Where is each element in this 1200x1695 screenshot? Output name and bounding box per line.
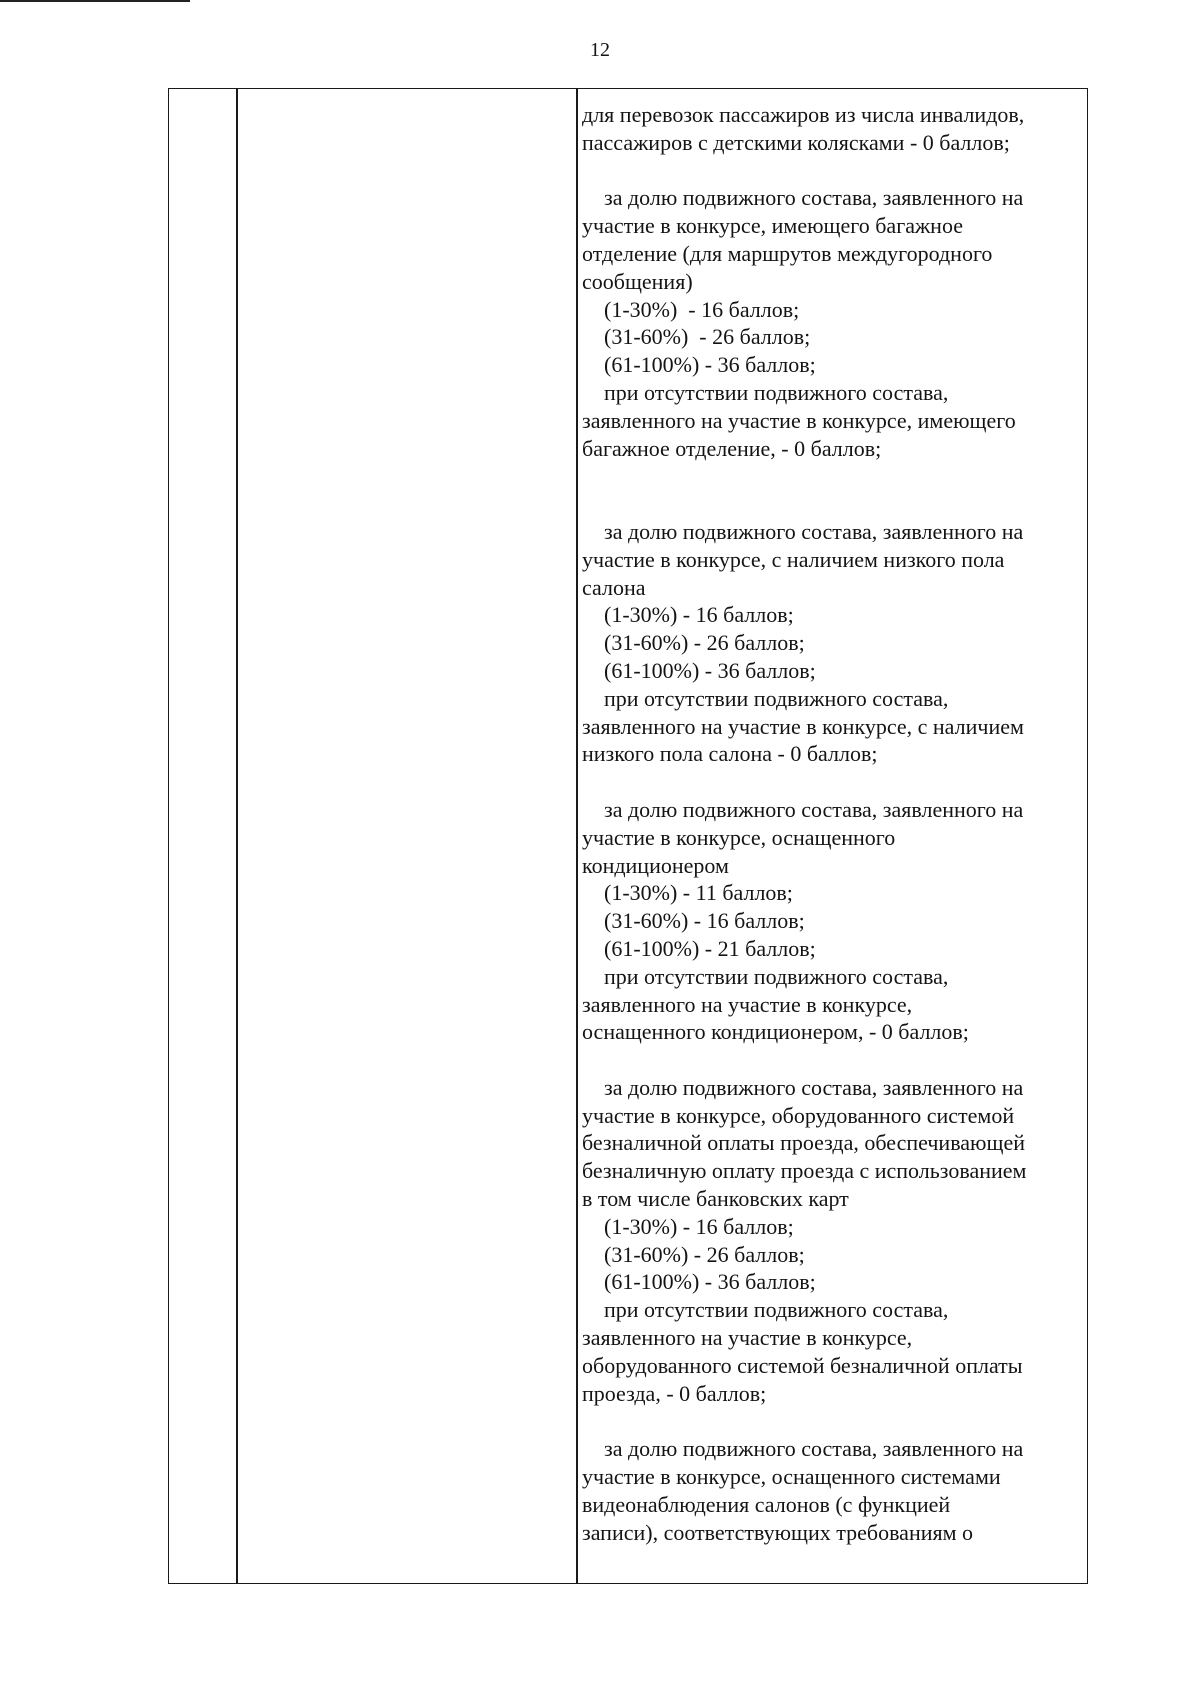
text-line: сообщения) — [582, 268, 693, 294]
text-line: участие в конкурсе, с наличием низкого пола — [582, 546, 1005, 572]
text-line — [582, 490, 1082, 518]
text-line: участие в конкурсе, оснащенного — [582, 824, 896, 850]
text-line: оборудованного системой безналичной оплаты — [582, 1352, 1023, 1378]
text-line: (61-100%) - 36 баллов; — [582, 1269, 816, 1295]
text-line: при отсутствии подвижного состава, — [582, 1297, 949, 1323]
text-line: отделение (для маршрутов междугородного — [582, 240, 993, 266]
text-line: за долю подвижного состава, заявленного на — [582, 518, 1024, 544]
text-line — [582, 1407, 1082, 1435]
text-line: участие в конкурсе, оснащенного системами — [582, 1464, 1001, 1490]
text-line: (31-60%) - 26 баллов; — [582, 630, 805, 656]
text-line: безналичную оплату проезда с использованием — [582, 1158, 1027, 1184]
text-line: (1-30%) - 16 баллов; — [582, 296, 800, 322]
text-line: (1-30%) - 11 баллов; — [582, 880, 793, 906]
text-line: (31-60%) - 16 баллов; — [582, 908, 805, 934]
text-line — [582, 1046, 1082, 1074]
text-line: за долю подвижного состава, заявленного на — [582, 796, 1024, 822]
text-line: записи), соответствующих требованиям о — [582, 1519, 974, 1545]
text-line: при отсутствии подвижного состава, — [582, 379, 949, 405]
text-line: безналичной оплаты проезда, обеспечивающей — [582, 1130, 1025, 1156]
text-line: за долю подвижного состава, заявленного на — [582, 1074, 1024, 1100]
text-line: (1-30%) - 16 баллов; — [582, 602, 794, 628]
criteria-cell-text — [582, 101, 1082, 1546]
text-line: (31-60%) - 26 баллов; — [582, 324, 811, 350]
text-line: заявленного на участие в конкурсе, с наличием — [582, 713, 1024, 739]
text-line: для перевозок пассажиров из числа инвалидов, — [582, 102, 1025, 127]
text-line: в том числе банковских карт — [582, 1186, 849, 1212]
text-line: за долю подвижного состава, заявленного на — [582, 1436, 1024, 1462]
text-line: (1-30%) - 16 баллов; — [582, 1213, 794, 1239]
text-line: участие в конкурсе, оборудованного системой — [582, 1102, 1015, 1128]
text-line: оснащенного кондиционером, - 0 баллов; — [582, 1019, 969, 1045]
scan-edge-mark — [0, 0, 190, 2]
text-line: видеонаблюдения салонов (с функцией — [582, 1491, 951, 1517]
text-line — [582, 768, 1082, 796]
text-line — [582, 462, 1082, 490]
text-line: низкого пола салона - 0 баллов; — [582, 741, 878, 767]
text-line: багажное отделение, - 0 баллов; — [582, 435, 882, 461]
text-line: пассажиров с детскими колясками - 0 баллов; — [582, 129, 1010, 155]
text-line: проезда, - 0 баллов; — [582, 1380, 767, 1406]
text-line: участие в конкурсе, имеющего багажное — [582, 213, 963, 239]
text-line: при отсутствии подвижного состава, — [582, 963, 949, 989]
text-line: (31-60%) - 26 баллов; — [582, 1241, 805, 1267]
text-line: кондиционером — [582, 852, 729, 878]
text-line: заявленного на участие в конкурсе, — [582, 1325, 913, 1351]
text-line: заявленного на участие в конкурсе, — [582, 991, 913, 1017]
text-line — [582, 157, 1082, 185]
column-divider-1 — [236, 89, 238, 1583]
text-line: (61-100%) - 36 баллов; — [582, 657, 816, 683]
text-line: салона — [582, 574, 646, 600]
text-line: (61-100%) - 21 баллов; — [582, 935, 816, 961]
column-divider-2 — [576, 89, 578, 1583]
text-line: (61-100%) - 36 баллов; — [582, 352, 816, 378]
text-line: заявленного на участие в конкурсе, имеющего — [582, 407, 1016, 433]
text-line: за долю подвижного состава, заявленного на — [582, 185, 1024, 211]
page-number: 12 — [590, 39, 610, 61]
criteria-table — [168, 88, 1088, 1584]
text-line: при отсутствии подвижного состава, — [582, 685, 949, 711]
